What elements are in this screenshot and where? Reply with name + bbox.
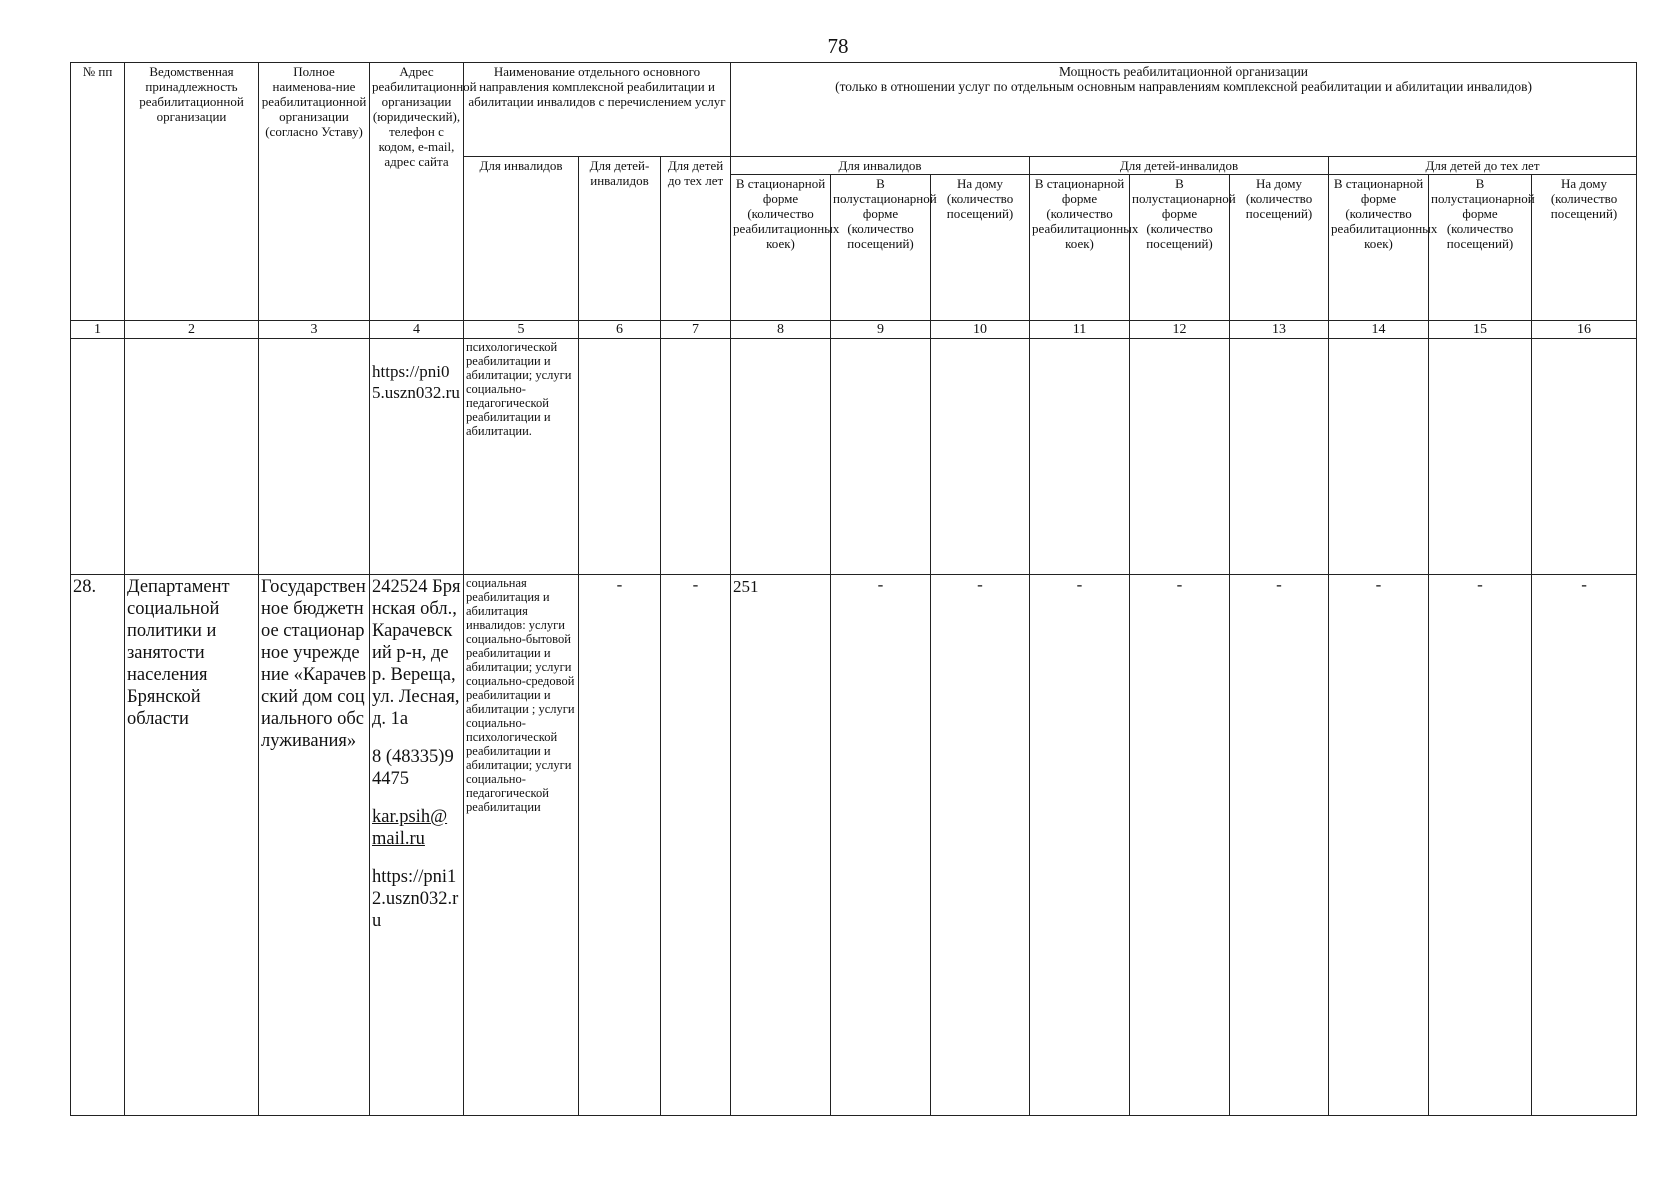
cont-empty [661, 339, 731, 575]
header-children-stationary: В стационарной форме (количество реабилитационных коек) [1030, 175, 1130, 321]
row-children-home: - [1230, 575, 1329, 1116]
row-children-stationary: - [1030, 575, 1130, 1116]
header-dir-adults: Для инвалидов [464, 157, 579, 321]
header-direction-group: Наименование отдельного основного направления комплексной реабилитации и абилитации инвалидов с перечислением услуг [464, 63, 731, 157]
cont-org-name [259, 339, 370, 575]
capacity-title: Мощность реабилитационной организации [1059, 64, 1309, 79]
header-small-semi: В полустационарной форме (количество посещений) [1429, 175, 1532, 321]
column-number: 4 [370, 321, 464, 339]
row-department: Департамент социальной политики и занятости населения Брянской области [125, 575, 259, 1116]
row-children-semi: - [1130, 575, 1230, 1116]
page-number: 78 [827, 34, 849, 58]
column-number: 12 [1130, 321, 1230, 339]
header-small-stationary: В стационарной форме (количество реабилитационных коек) [1329, 175, 1429, 321]
row-site-link[interactable]: https://pni12.uszn032.ru [372, 867, 459, 931]
cont-empty [1030, 339, 1130, 575]
column-number: 1 [71, 321, 125, 339]
column-number: 10 [931, 321, 1030, 339]
cont-empty [1230, 339, 1329, 575]
cont-empty [1532, 339, 1637, 575]
cont-empty [1429, 339, 1532, 575]
header-row-1 [71, 63, 1637, 157]
column-number: 14 [1329, 321, 1429, 339]
row-adults-semi: - [831, 575, 931, 1116]
column-number: 6 [579, 321, 661, 339]
column-number: 5 [464, 321, 579, 339]
cont-number [71, 339, 125, 575]
column-number: 3 [259, 321, 370, 339]
cont-empty [1130, 339, 1230, 575]
header-small-home: На дому (количество посещений) [1532, 175, 1637, 321]
cont-empty [731, 339, 831, 575]
cont-site[interactable]: https://pni05.uszn032.ru [370, 339, 464, 575]
cont-empty [1329, 339, 1429, 575]
header-cap-children: Для детей-инвалидов [1030, 157, 1329, 175]
column-number: 15 [1429, 321, 1532, 339]
header-cap-adults: Для инвалидов [731, 157, 1030, 175]
row-small-home: - [1532, 575, 1637, 1116]
row-small-stationary: - [1329, 575, 1429, 1116]
header-adults-stationary: В стационарной форме (количество реабилитационных коек) [731, 175, 831, 321]
column-number-row [71, 321, 1637, 339]
row-address-cell [370, 575, 464, 1116]
cont-empty [931, 339, 1030, 575]
row-address: 242524 Брянская обл., Карачевский р-н, дер. Верещa, ул. Лесная, д. 1а [372, 577, 461, 729]
column-number: 16 [1532, 321, 1637, 339]
column-number: 2 [125, 321, 259, 339]
cont-empty [831, 339, 931, 575]
row-dir-small: - [661, 575, 731, 1116]
header-children-home: На дому (количество посещений) [1230, 175, 1329, 321]
column-number: 13 [1230, 321, 1329, 339]
rehab-organizations-table [70, 62, 1637, 1116]
continuation-row [71, 339, 1637, 575]
header-dir-children: Для детей-инвалидов [579, 157, 661, 321]
row-services: социальная реабилитация и абилитация инвалидов: услуги социально-бытовой реабилитации и абилитации; услуги социально-средовой реабилитации и абилитации ; услуги социально-психологической реабилитации и абилитации; услуги социально-педагогической реабилитации [464, 575, 579, 1116]
column-number: 7 [661, 321, 731, 339]
row-org-name: Государственное бюджетное стационарное учреждение «Карачевский дом социального обслуживания» [259, 575, 370, 1116]
table-row-28 [71, 575, 1637, 1116]
header-adults-home: На дому (количество посещений) [931, 175, 1030, 321]
header-adults-semi: В полустационарной форме (количество посещений) [831, 175, 931, 321]
header-address: Адрес реабилитационной организации (юридический), телефон с кодом, e-mail, адрес сайта [370, 63, 464, 321]
cont-services: психологической реабилитации и абилитации; услуги социально-педагогической реабилитации и абилитации. [464, 339, 579, 575]
row-phone: 8 (48335)94475 [372, 747, 454, 789]
column-number: 9 [831, 321, 931, 339]
header-number: № пп [71, 63, 125, 321]
header-cap-small: Для детей до тех лет [1329, 157, 1637, 175]
header-capacity-group [731, 63, 1637, 157]
row-small-semi: - [1429, 575, 1532, 1116]
header-org-name: Полное наименова-ние реабилитационной организации (согласно Уставу) [259, 63, 370, 321]
cont-department [125, 339, 259, 575]
column-number: 11 [1030, 321, 1130, 339]
header-children-semi: В полустационарной форме (количество посещений) [1130, 175, 1230, 321]
header-department: Ведомственная принадлежность реабилитационной организации [125, 63, 259, 321]
row-adults-home: - [931, 575, 1030, 1116]
cont-empty [579, 339, 661, 575]
header-dir-small: Для детей до тех лет [661, 157, 731, 321]
row-email-link[interactable]: kar.psih@mail.ru [372, 807, 448, 849]
row-adults-stationary: 251 [731, 575, 831, 1116]
capacity-note: (только в отношении услуг по отдельным основным направлениям комплексной реабилитации и абилитации инвалидов) [835, 79, 1532, 94]
row-number: 28. [71, 575, 125, 1116]
row-dir-children: - [579, 575, 661, 1116]
column-number: 8 [731, 321, 831, 339]
